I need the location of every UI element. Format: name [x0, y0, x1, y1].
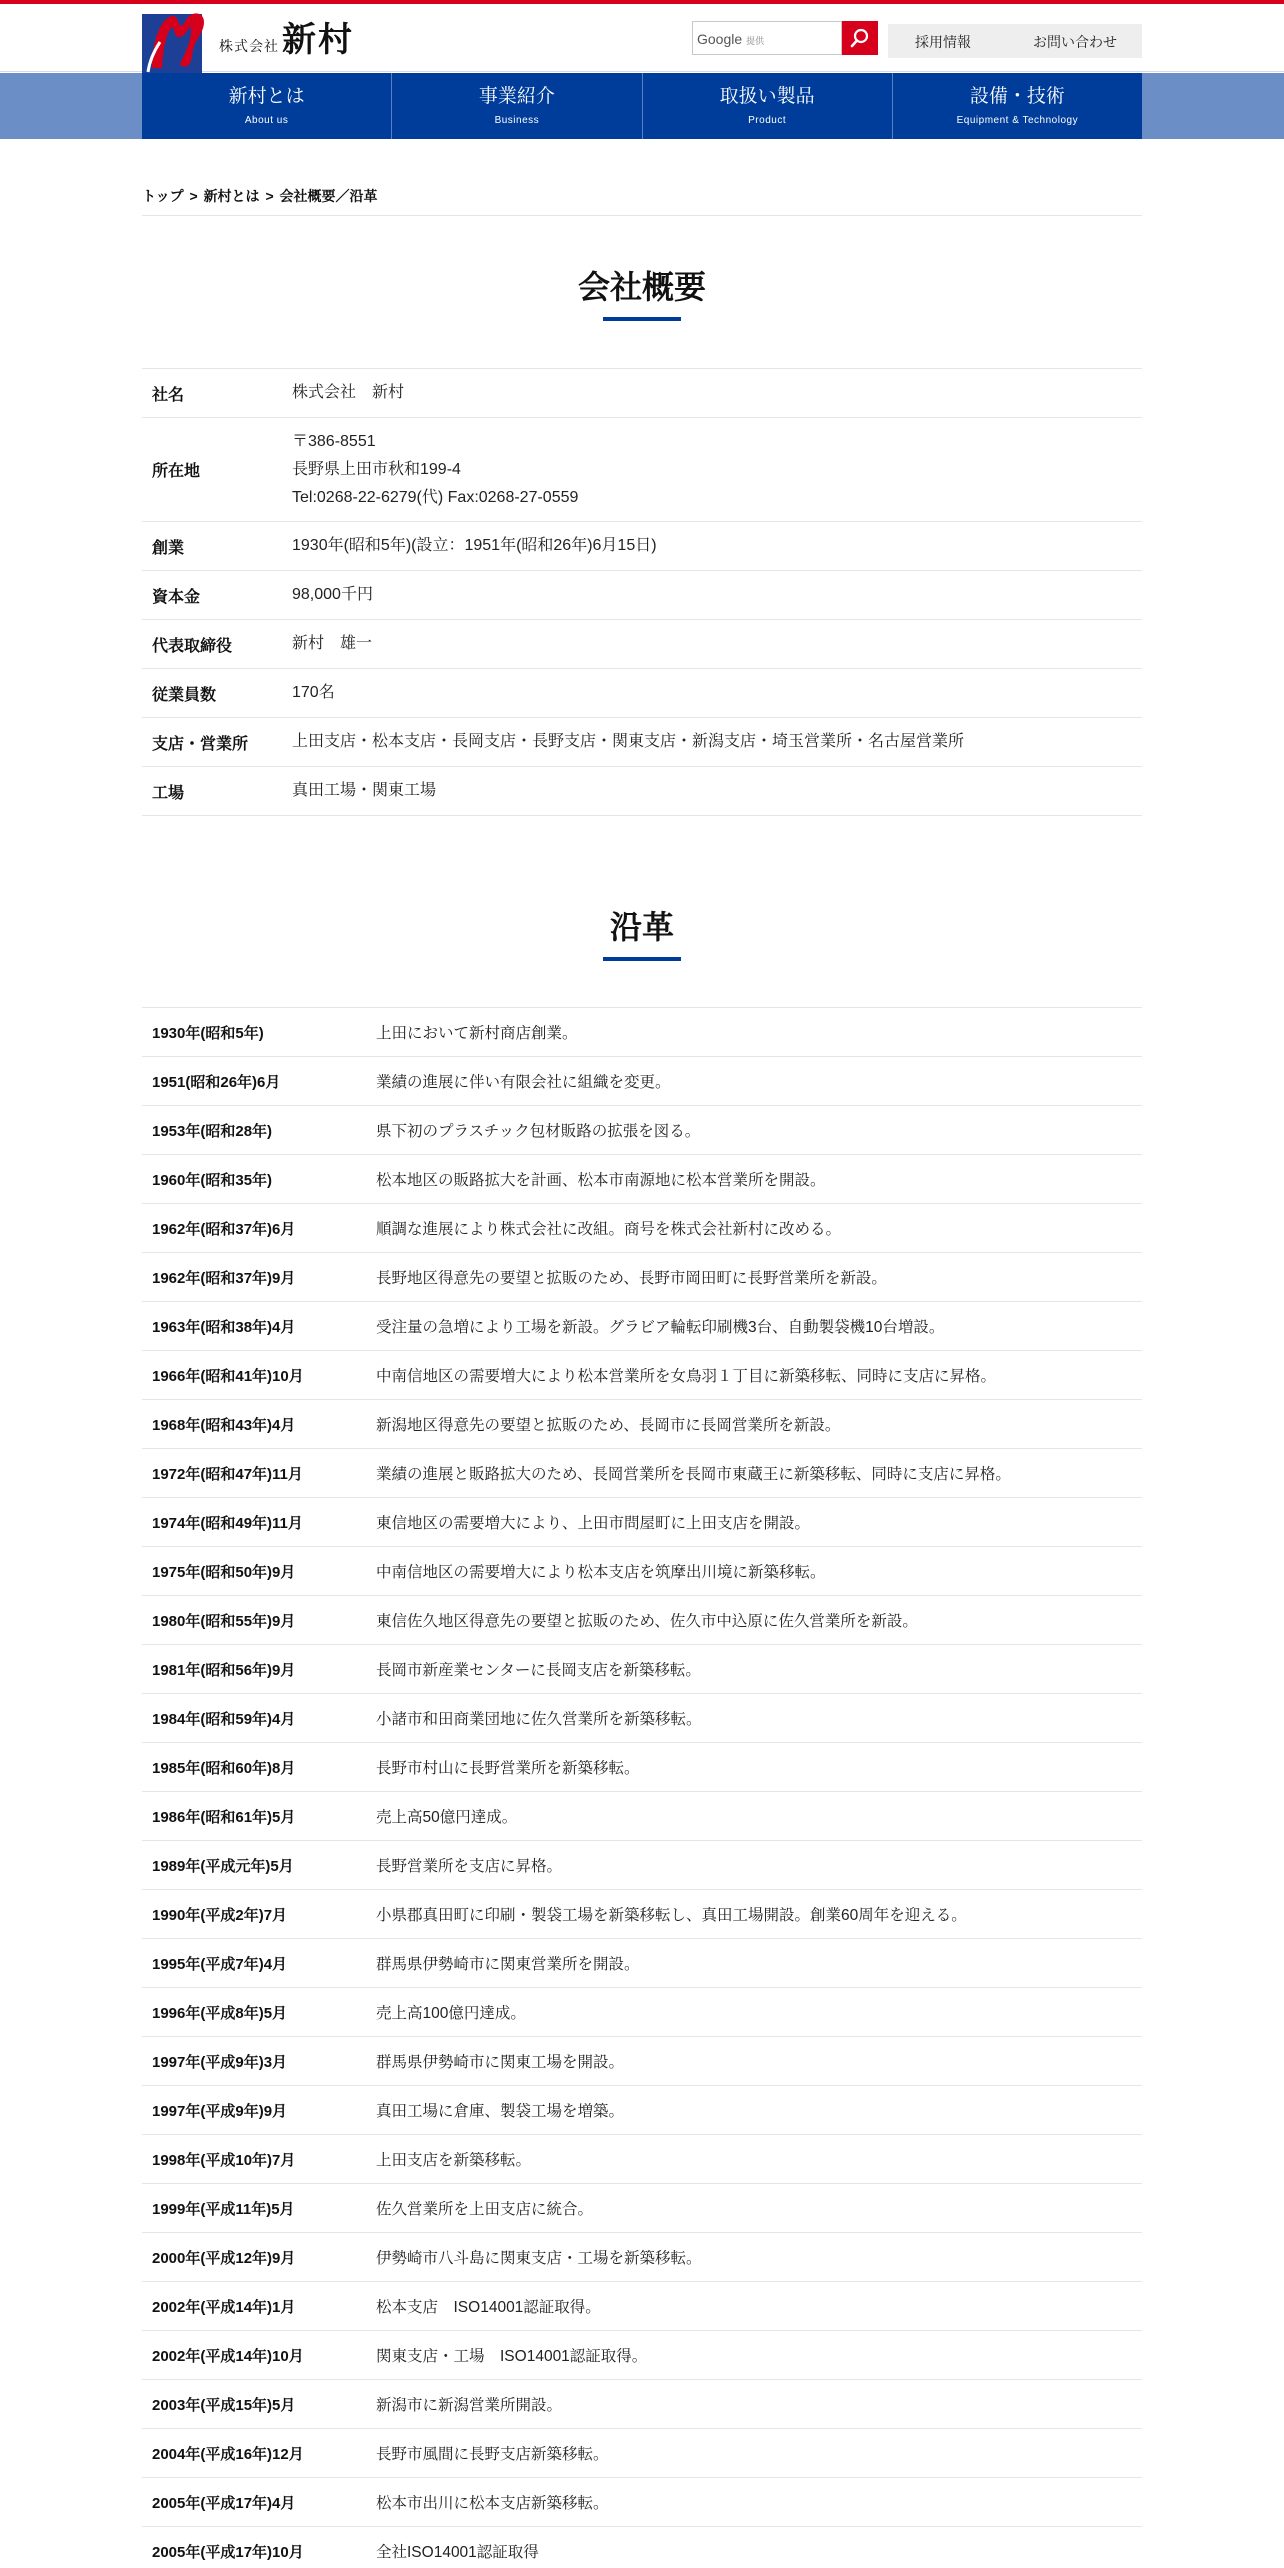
history-date: 1998年(平成10年)7月	[152, 2151, 296, 2169]
history-row	[142, 2527, 1142, 2568]
history-row	[142, 1547, 1142, 1596]
history-event: 長岡市新産業センターに長岡支店を新築移転。	[376, 1662, 701, 1679]
overview-value-line: 〒386-8551	[292, 432, 376, 450]
history-date: 1962年(昭和37年)9月	[152, 1269, 296, 1287]
site-logo[interactable]	[142, 8, 372, 74]
history-row	[142, 1988, 1142, 2037]
history-event: 東信地区の需要増大により、上田市問屋町に上田支店を開設。	[376, 1515, 811, 1532]
overview-value-line: 98,000千円	[292, 586, 373, 603]
overview-row	[142, 669, 1142, 718]
history-row	[142, 1449, 1142, 1498]
overview-value	[292, 581, 373, 609]
overview-value-line: 新村 雄一	[292, 635, 373, 652]
history-event: 業績の進展に伴い有限会社に組織を変更。	[376, 1074, 671, 1091]
history-row	[142, 1498, 1142, 1547]
history-table	[142, 1007, 1142, 2568]
history-event: 佐久営業所を上田支店に統合。	[376, 2201, 594, 2218]
history-date: 1986年(昭和61年)5月	[152, 1808, 296, 1826]
history-date: 1985年(昭和60年)8月	[152, 1759, 296, 1777]
history-event: 伊勢崎市八斗島に関東支店・工場を新築移転。	[376, 2250, 702, 2267]
overview-value-line: 1930年(昭和5年)(設立：1951年(昭和26年)6月15日)	[292, 537, 657, 554]
history-row	[142, 2429, 1142, 2478]
title-underline	[603, 957, 681, 961]
history-row	[142, 1204, 1142, 1253]
overview-value-line: 長野県上田市秋和199-4	[292, 460, 461, 478]
history-event: 売上高100億円達成。	[376, 2005, 526, 2022]
history-row	[142, 2135, 1142, 2184]
history-event: 順調な進展により株式会社に改組。商号を株式会社新村に改める。	[376, 1221, 842, 1238]
history-event: 売上高50億円達成。	[376, 1809, 518, 1826]
history-date: 1997年(平成9年)3月	[152, 2053, 288, 2071]
logo-company-name: 新村	[282, 20, 354, 60]
history-row	[142, 1890, 1142, 1939]
history-row	[142, 2282, 1142, 2331]
search-icon	[850, 28, 870, 48]
history-row	[142, 1008, 1142, 1057]
overview-value-line: 株式会社 新村	[292, 384, 405, 401]
history-date: 1981年(昭和56年)9月	[152, 1661, 296, 1679]
history-title: 沿革	[609, 909, 674, 945]
overview-value-line: Tel:0268-22-6279(代) Fax:0268-27-0559	[292, 488, 579, 506]
history-event: 小諸市和田商業団地に佐久営業所を新築移転。	[376, 1711, 702, 1728]
breadcrumb-separator: >	[265, 188, 274, 204]
history-event: 業績の進展と販路拡大のため、長岡営業所を長岡市東蔵王に新築移転、同時に支店に昇格。	[376, 1466, 1011, 1483]
history-date: 2004年(平成16年)12月	[152, 2445, 304, 2463]
history-event: 長野市村山に長野営業所を新築移転。	[376, 1760, 640, 1777]
history-row	[142, 1743, 1142, 1792]
breadcrumb-about[interactable]: 新村とは	[203, 188, 260, 204]
overview-row	[142, 767, 1142, 816]
overview-row	[142, 620, 1142, 669]
global-nav-band	[0, 73, 1284, 139]
history-row	[142, 1302, 1142, 1351]
overview-label: 工場	[152, 784, 185, 802]
history-date: 2005年(平成17年)4月	[152, 2494, 296, 2512]
history-date: 1962年(昭和37年)6月	[152, 1220, 296, 1238]
search-provider-label: Google 提供	[697, 31, 765, 47]
history-row	[142, 2037, 1142, 2086]
history-row	[142, 1939, 1142, 1988]
overview-value-line: 真田工場・関東工場	[292, 782, 437, 799]
overview-value	[292, 679, 335, 707]
overview-row	[142, 369, 1142, 418]
overview-label: 従業員数	[152, 686, 217, 704]
history-row	[142, 2380, 1142, 2429]
history-date: 1984年(昭和59年)4月	[152, 1710, 296, 1728]
breadcrumb	[142, 186, 1142, 216]
history-row	[142, 1351, 1142, 1400]
history-event: 関東支店・工場 ISO14001認証取得。	[376, 2348, 648, 2365]
history-event: 上田支店を新築移転。	[376, 2152, 532, 2169]
overview-row	[142, 571, 1142, 620]
nav-equipment[interactable]: 設備・技術 Equipment & Technology	[892, 73, 1142, 139]
history-heading	[142, 905, 1142, 961]
site-header	[0, 4, 1284, 72]
history-row	[142, 1253, 1142, 1302]
utility-links	[888, 24, 1142, 58]
overview-value	[292, 379, 404, 407]
overview-label: 所在地	[152, 463, 201, 480]
history-event: 長野営業所を支店に昇格。	[376, 1858, 563, 1875]
company-logo-mark	[142, 8, 208, 74]
history-date: 2002年(平成14年)10月	[152, 2347, 304, 2365]
history-row	[142, 2086, 1142, 2135]
overview-value	[292, 728, 964, 756]
history-date: 1960年(昭和35年)	[152, 1171, 273, 1189]
history-date: 1963年(昭和38年)4月	[152, 1318, 296, 1336]
history-event: 長野市風間に長野支店新築移転。	[376, 2446, 609, 2463]
history-date: 1951(昭和26年)6月	[152, 1073, 281, 1091]
history-row	[142, 1106, 1142, 1155]
company-overview-table	[142, 368, 1142, 816]
history-date: 1930年(昭和5年)	[152, 1024, 264, 1042]
overview-label: 支店・営業所	[152, 735, 249, 753]
history-row	[142, 1645, 1142, 1694]
history-date: 1990年(平成2年)7月	[152, 1906, 288, 1924]
breadcrumb-separator: >	[189, 188, 198, 204]
history-date: 1980年(昭和55年)9月	[152, 1612, 296, 1630]
overview-value	[292, 532, 657, 560]
history-date: 2005年(平成17年)10月	[152, 2543, 304, 2561]
history-row	[142, 1057, 1142, 1106]
global-nav	[142, 73, 1142, 139]
history-row	[142, 2233, 1142, 2282]
overview-value	[292, 630, 372, 658]
history-date: 1999年(平成11年)5月	[152, 2200, 295, 2218]
overview-row	[142, 522, 1142, 571]
overview-value	[292, 777, 436, 805]
history-row	[142, 1841, 1142, 1890]
overview-label: 代表取締役	[152, 637, 233, 655]
history-event: 長野地区得意先の要望と拡販のため、長野市岡田町に長野営業所を新設。	[376, 1270, 887, 1287]
history-event: 真田工場に倉庫、製袋工場を増築。	[376, 2103, 625, 2120]
history-event: 小県郡真田町に印刷・製袋工場を新築移転し、真田工場開設。創業60周年を迎える。	[376, 1907, 967, 1924]
overview-value-line: 上田支店・松本支店・長岡支店・長野支店・関東支店・新潟支店・埼玉営業所・名古屋営業所	[292, 733, 965, 750]
recruit-link[interactable]: 採用情報	[915, 34, 971, 50]
history-date: 1974年(昭和49年)11月	[152, 1514, 303, 1532]
history-date: 1968年(昭和43年)4月	[152, 1416, 296, 1434]
history-date: 1975年(昭和50年)9月	[152, 1563, 296, 1581]
overview-label: 創業	[152, 539, 185, 557]
history-date: 1953年(昭和28年)	[152, 1122, 273, 1140]
overview-label: 資本金	[152, 588, 201, 606]
history-date: 1995年(平成7年)4月	[152, 1955, 288, 1973]
history-date: 2000年(平成12年)9月	[152, 2249, 296, 2267]
history-date: 2003年(平成15年)5月	[152, 2396, 296, 2414]
history-event: 全社ISO14001認証取得	[376, 2544, 539, 2561]
history-row	[142, 2478, 1142, 2527]
history-date: 1972年(昭和47年)11月	[152, 1465, 303, 1483]
nav-business[interactable]: 事業紹介 Business	[391, 73, 641, 139]
history-event: 受注量の急増により工場を新設。グラビア輪転印刷機3台、自動製袋機10台増設。	[376, 1319, 945, 1336]
overview-value	[292, 428, 578, 512]
history-date: 2002年(平成14年)1月	[152, 2298, 296, 2316]
history-row	[142, 1155, 1142, 1204]
overview-row	[142, 718, 1142, 767]
history-event: 松本市出川に松本支店新築移転。	[376, 2495, 609, 2512]
history-event: 群馬県伊勢崎市に関東工場を開設。	[376, 2054, 625, 2071]
search-button[interactable]	[842, 21, 878, 55]
breadcrumb-current: 会社概要／沿革	[279, 188, 378, 204]
history-row	[142, 1400, 1142, 1449]
history-event: 中南信地区の需要増大により松本営業所を女鳥羽１丁目に新築移転、同時に支店に昇格。	[376, 1368, 997, 1385]
history-date: 1989年(平成元年)5月	[152, 1857, 294, 1875]
history-event: 松本支店 ISO14001認証取得。	[376, 2299, 601, 2316]
history-date: 1966年(昭和41年)10月	[152, 1367, 304, 1385]
history-row	[142, 1596, 1142, 1645]
history-date: 1996年(平成8年)5月	[152, 2004, 288, 2022]
overview-title: 会社概要	[577, 269, 706, 305]
breadcrumb-home[interactable]: トップ	[142, 188, 184, 204]
history-event: 群馬県伊勢崎市に関東営業所を開設。	[376, 1956, 640, 1973]
history-row	[142, 1694, 1142, 1743]
nav-about[interactable]: 新村とは About us	[228, 86, 305, 126]
site-search-input[interactable]	[692, 21, 842, 55]
nav-product[interactable]: 取扱い製品 Product	[642, 73, 892, 139]
history-row	[142, 1792, 1142, 1841]
history-event: 松本地区の販路拡大を計画、松本市南源地に松本営業所を開設。	[376, 1172, 826, 1189]
history-event: 県下初のプラスチック包材販路の拡張を図る。	[376, 1123, 701, 1140]
history-row	[142, 2331, 1142, 2380]
logo-company-type: 株式会社	[219, 38, 279, 54]
history-event: 東信佐久地区得意先の要望と拡販のため、佐久市中込原に佐久営業所を新設。	[376, 1613, 918, 1630]
overview-row	[142, 418, 1142, 522]
overview-heading	[142, 265, 1142, 321]
history-date: 1997年(平成9年)9月	[152, 2102, 288, 2120]
history-event: 上田において新村商店創業。	[376, 1025, 578, 1042]
title-underline	[603, 317, 681, 321]
overview-label: 社名	[152, 386, 185, 404]
overview-value-line: 170名	[292, 684, 335, 701]
history-event: 新潟地区得意先の要望と拡販のため、長岡市に長岡営業所を新設。	[376, 1417, 841, 1434]
history-event: 新潟市に新潟営業所開設。	[376, 2397, 563, 2414]
history-row	[142, 2184, 1142, 2233]
history-event: 中南信地区の需要増大により松本支店を筑摩出川境に新築移転。	[376, 1564, 826, 1581]
contact-link[interactable]: お問い合わせ	[1033, 34, 1117, 50]
